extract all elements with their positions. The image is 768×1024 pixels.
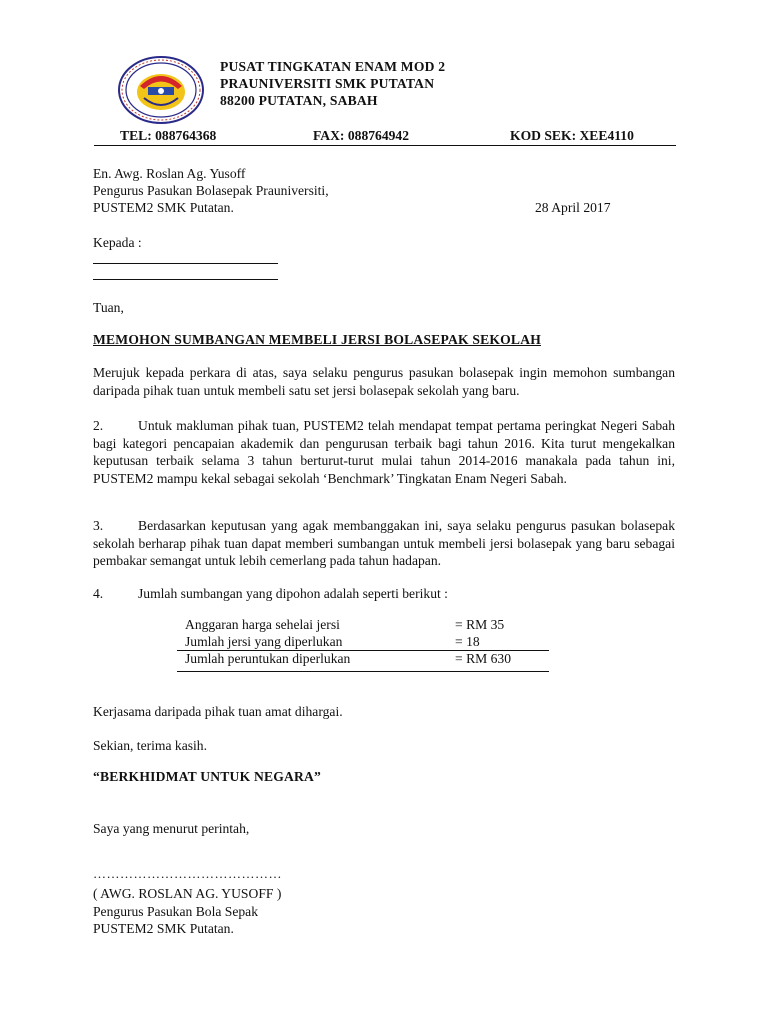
paragraph-1: Merujuk kepada perkara di atas, saya selaku pengurus pasukan bolasepak ingin memohon sumbangan daripada pihak tuan untuk membeli satu set jersi bolasepak sekolah yang baru. bbox=[93, 365, 675, 398]
signatory-org: PUSTEM2 SMK Putatan. bbox=[93, 921, 234, 936]
paragraph-2-text: Untuk makluman pihak tuan, PUSTEM2 telah mendapat tempat pertama peringkat Negeri Sabah bagi kategori pencapaian akademik dan pengurusan terbaik bagi tahun 2016. Kita turut mengekalkan keputusan terbaik selama 3 tahun berturut-turut mulai tahun 2014-2016 manakala pada tahun ini, PUSTEM2 mampu kekal sebagai sekolah ‘Benchmark’ Tingkatan Enam Negeri Sabah. bbox=[93, 418, 675, 486]
table-divider-top bbox=[177, 650, 549, 651]
paragraph-2 bbox=[93, 417, 675, 487]
school-subname: PRAUNIVERSITI SMK PUTATAN bbox=[220, 76, 435, 91]
salutation: Tuan, bbox=[93, 300, 124, 315]
recipient-line-2 bbox=[93, 279, 278, 280]
letter-date: 28 April 2017 bbox=[535, 200, 611, 215]
table-row bbox=[177, 616, 547, 633]
cost-value: = 18 bbox=[455, 634, 480, 649]
signatory-name: ( AWG. ROSLAN AG. YUSOFF ) bbox=[93, 886, 282, 901]
school-name: PUSAT TINGKATAN ENAM MOD 2 bbox=[220, 59, 446, 74]
appreciation-line: Kerjasama daripada pihak tuan amat dihargai. bbox=[93, 704, 343, 719]
cost-value: = RM 35 bbox=[455, 617, 505, 632]
table-divider-bottom bbox=[177, 671, 549, 672]
sender-name: En. Awg. Roslan Ag. Yusoff bbox=[93, 166, 246, 181]
recipient-label: Kepada : bbox=[93, 235, 142, 250]
paragraph-3-number: 3. bbox=[93, 518, 104, 533]
paragraph-2-number: 2. bbox=[93, 418, 104, 433]
table-row bbox=[177, 633, 547, 650]
telephone: TEL: 088764368 bbox=[120, 128, 217, 143]
paragraph-4 bbox=[93, 585, 448, 603]
sender-role: Pengurus Pasukan Bolasepak Prauniversiti, bbox=[93, 183, 329, 198]
paragraph-3-text: Berdasarkan keputusan yang agak membanggakan ini, saya selaku pengurus pasukan bolasepak sekolah berharap pihak tuan dapat memberi sumbangan untuk membeli jersi bolasepak yang baru sebagai pembakar semangat untuk lebih cemerlang pada tahun hadapan. bbox=[93, 518, 675, 568]
header-divider bbox=[94, 145, 676, 146]
paragraph-4-number: 4. bbox=[93, 586, 104, 601]
thanks-line: Sekian, terima kasih. bbox=[93, 738, 208, 753]
motto: “BERKHIDMAT UNTUK NEGARA” bbox=[93, 769, 322, 784]
fax: FAX: 088764942 bbox=[313, 128, 410, 143]
paragraph-4-text: Jumlah sumbangan yang dipohon adalah seperti berikut : bbox=[138, 586, 448, 601]
signature-line: …………………………………… bbox=[93, 866, 282, 881]
cost-label: Jumlah jersi yang diperlukan bbox=[185, 634, 343, 649]
sender-org: PUSTEM2 SMK Putatan. bbox=[93, 200, 234, 215]
cost-value: = RM 630 bbox=[455, 651, 512, 666]
recipient-line-1 bbox=[93, 263, 278, 264]
cost-label: Anggaran harga sehelai jersi bbox=[185, 617, 340, 632]
letter-subject: MEMOHON SUMBANGAN MEMBELI JERSI BOLASEPAK SEKOLAH bbox=[93, 332, 541, 347]
paragraph-3 bbox=[93, 517, 675, 570]
cost-table bbox=[177, 616, 547, 667]
school-code: KOD SEK: XEE4110 bbox=[510, 128, 634, 143]
school-crest-logo bbox=[118, 56, 204, 124]
signatory-role: Pengurus Pasukan Bola Sepak bbox=[93, 904, 258, 919]
table-row bbox=[177, 650, 547, 667]
school-address: 88200 PUTATAN, SABAH bbox=[220, 93, 378, 108]
yours-faithfully: Saya yang menurut perintah, bbox=[93, 821, 250, 836]
cost-label: Jumlah peruntukan diperlukan bbox=[185, 651, 351, 666]
